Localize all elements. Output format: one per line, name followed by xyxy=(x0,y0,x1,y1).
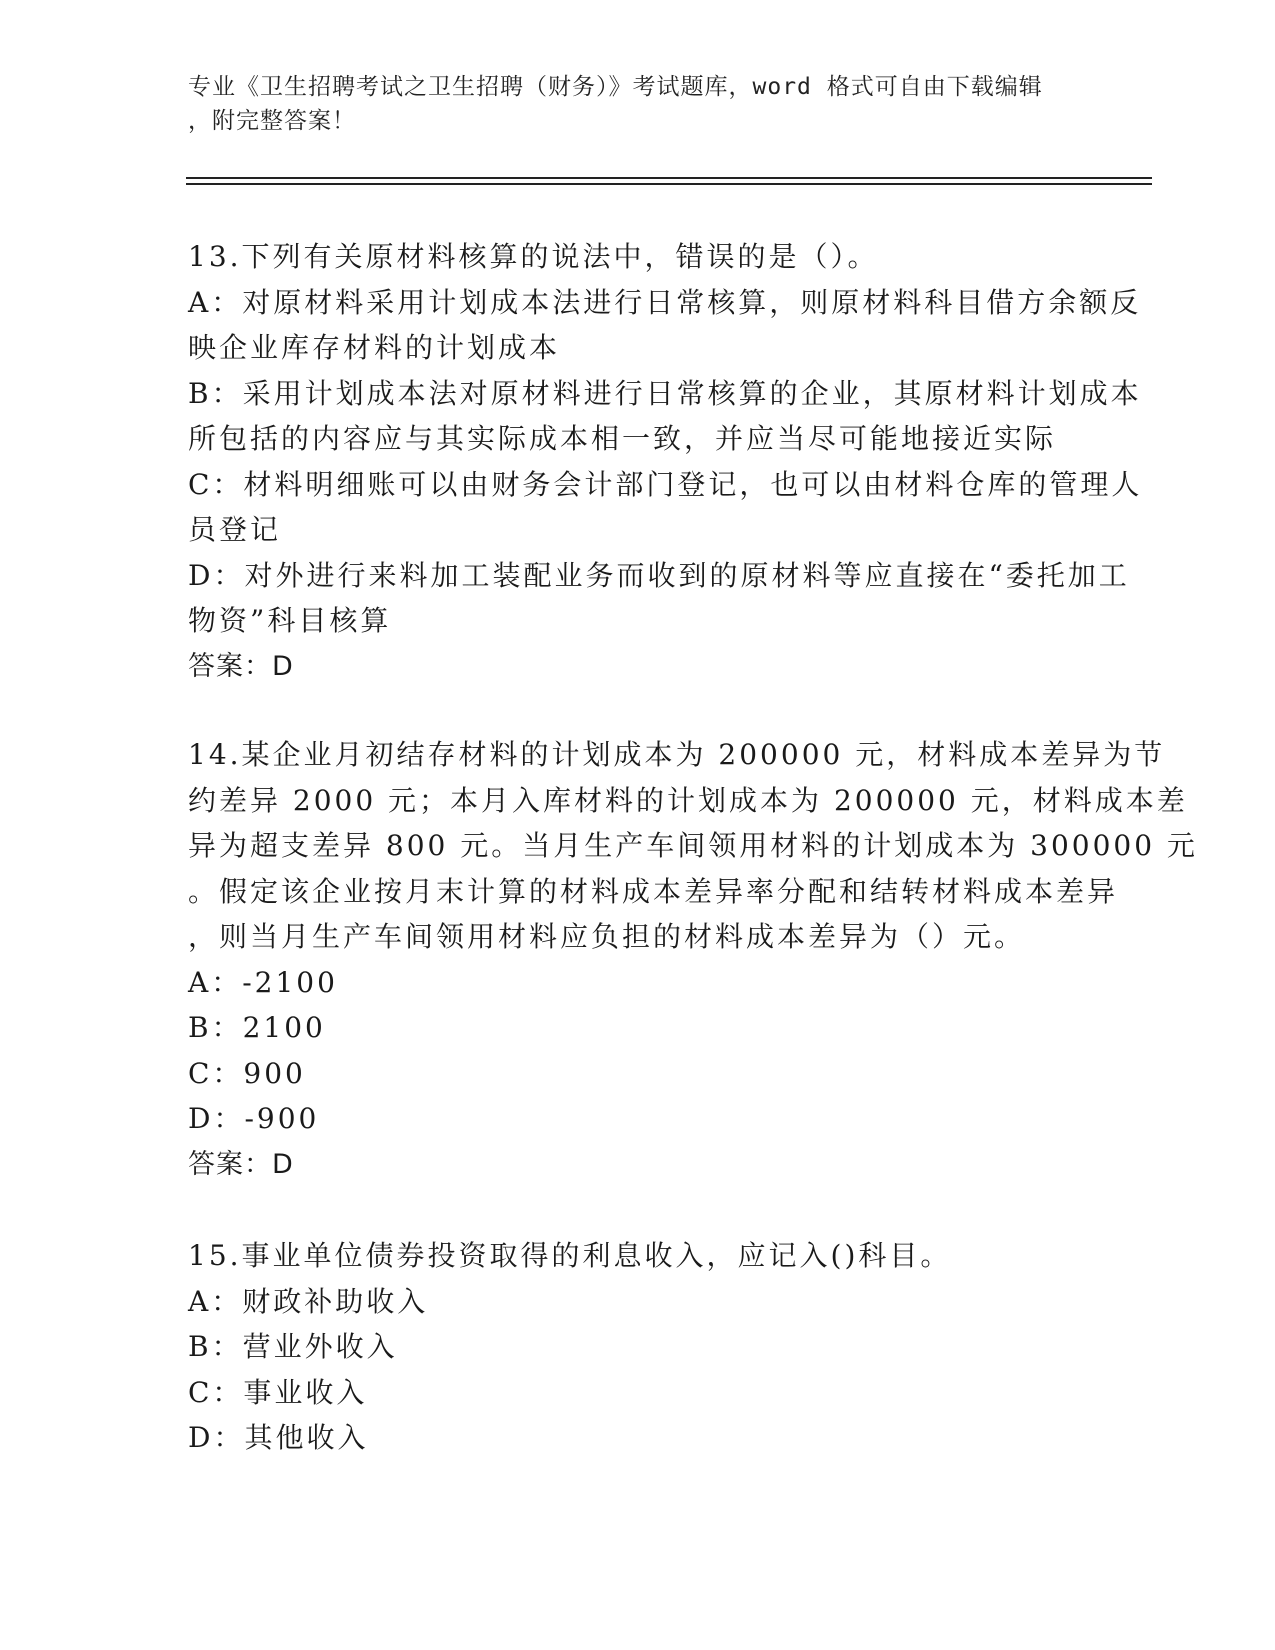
question-13-option-a: A：对原材料采用计划成本法进行日常核算，则原材料科目借方余额反 xyxy=(188,285,1142,319)
question-14-option-b: B：2100 xyxy=(188,1011,326,1044)
question-15-option-c: C：事业收入 xyxy=(188,1375,368,1409)
question-14-stem-3: 异为超支差异 800 元。当月生产车间领用材料的计划成本为 300000 元 xyxy=(188,829,1198,862)
question-15-option-a: A：财政补助收入 xyxy=(188,1284,429,1318)
question-13-option-b-cont: 所包括的内容应与其实际成本相一致，并应当尽可能地接近实际 xyxy=(188,422,1057,455)
document-header xyxy=(188,70,1088,138)
question-13-stem: 13.下列有关原材料核算的说法中，错误的是（）。 xyxy=(188,240,879,273)
question-13-option-d: D：对外进行来料加工装配业务而收到的原材料等应直接在“委托加工 xyxy=(188,558,1130,592)
question-15 xyxy=(188,1233,1078,1461)
question-14-stem-5: ，则当月生产车间领用材料应负担的材料成本差异为（）元。 xyxy=(188,920,1026,953)
header-divider-top xyxy=(186,177,1152,179)
question-13-option-c-cont: 员登记 xyxy=(188,513,282,546)
question-14-answer: 答案：D xyxy=(188,1148,294,1180)
question-14-stem-1: 14.某企业月初结存材料的计划成本为 200000 元，材料成本差异为节 xyxy=(188,738,1166,771)
question-13-option-c: C：材料明细账可以由财务会计部门登记，也可以由材料仓库的管理人 xyxy=(188,467,1143,501)
question-13-option-a-cont: 映企业库存材料的计划成本 xyxy=(188,331,561,364)
question-15-option-d: D：其他收入 xyxy=(188,1421,369,1454)
question-14-stem-4: 。假定该企业按月末计算的材料成本差异率分配和结转材料成本差异 xyxy=(188,874,1119,908)
question-15-option-b: B：营业外收入 xyxy=(188,1330,398,1363)
header-line-2: ，附完整答案！ xyxy=(188,108,356,134)
header-line-1: 专业《卫生招聘考试之卫生招聘（财务）》考试题库，word 格式可自由下载编辑 xyxy=(188,74,1043,100)
question-13-option-d-cont: 物资”科目核算 xyxy=(188,604,392,637)
question-14-option-c: C：900 xyxy=(188,1056,306,1090)
question-13-option-b: B：采用计划成本法对原材料进行日常核算的企业，其原材料计划成本 xyxy=(188,376,1142,410)
question-15-stem: 15.事业单位债券投资取得的利息收入，应记入()科目。 xyxy=(188,1239,952,1272)
question-14-option-a: A：-2100 xyxy=(188,965,338,999)
header-divider-bottom xyxy=(186,183,1152,185)
question-14-stem-2: 约差异 2000 元；本月入库材料的计划成本为 200000 元，材料成本差 xyxy=(188,783,1188,817)
question-13-answer: 答案：D xyxy=(188,650,294,682)
question-14 xyxy=(188,732,1198,1187)
question-13 xyxy=(188,234,1143,689)
question-14-option-d: D：-900 xyxy=(188,1102,320,1135)
